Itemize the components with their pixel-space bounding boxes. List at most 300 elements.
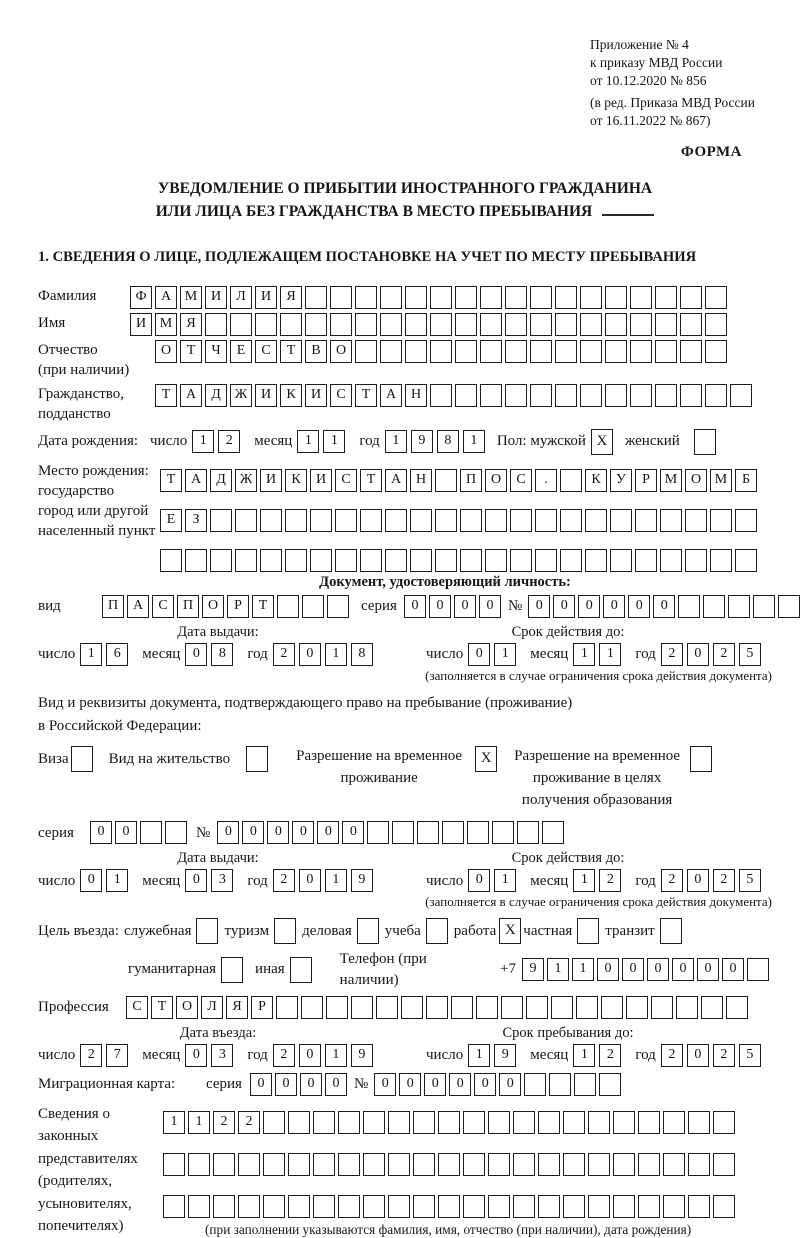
form-cell[interactable]: [263, 1153, 285, 1176]
form-cell[interactable]: Б: [735, 469, 757, 492]
form-cell[interactable]: [335, 549, 357, 572]
form-cell[interactable]: 0: [185, 643, 207, 666]
form-cell[interactable]: 0: [628, 595, 650, 618]
form-cell[interactable]: 8: [351, 643, 373, 666]
form-cell[interactable]: [417, 821, 439, 844]
form-cell[interactable]: [638, 1153, 660, 1176]
form-cell[interactable]: Я: [226, 996, 248, 1019]
form-cell[interactable]: [380, 340, 402, 363]
form-cell[interactable]: [663, 1195, 685, 1218]
form-cell[interactable]: [585, 549, 607, 572]
form-cell[interactable]: [330, 313, 352, 336]
form-cell[interactable]: [188, 1153, 210, 1176]
form-cell[interactable]: [685, 509, 707, 532]
form-cell[interactable]: 1: [192, 430, 214, 453]
form-cell[interactable]: [363, 1111, 385, 1134]
form-cell[interactable]: [488, 1195, 510, 1218]
form-cell[interactable]: [680, 340, 702, 363]
form-cell[interactable]: [535, 549, 557, 572]
form-cell[interactable]: [302, 595, 324, 618]
purpose-official-checkbox[interactable]: [196, 918, 218, 944]
form-cell[interactable]: Н: [410, 469, 432, 492]
form-cell[interactable]: О: [155, 340, 177, 363]
form-cell[interactable]: [388, 1195, 410, 1218]
form-cell[interactable]: 0: [250, 1073, 272, 1096]
form-cell[interactable]: [505, 384, 527, 407]
form-cell[interactable]: [680, 313, 702, 336]
form-cell[interactable]: [680, 286, 702, 309]
form-cell[interactable]: [680, 384, 702, 407]
form-cell[interactable]: [538, 1195, 560, 1218]
form-cell[interactable]: 0: [454, 595, 476, 618]
form-cell[interactable]: [655, 340, 677, 363]
form-cell[interactable]: [442, 821, 464, 844]
form-cell[interactable]: [455, 384, 477, 407]
form-cell[interactable]: [305, 286, 327, 309]
form-cell[interactable]: [338, 1195, 360, 1218]
form-cell[interactable]: С: [255, 340, 277, 363]
form-cell[interactable]: [380, 313, 402, 336]
form-cell[interactable]: [355, 313, 377, 336]
form-cell[interactable]: 2: [273, 643, 295, 666]
form-cell[interactable]: 0: [449, 1073, 471, 1096]
form-cell[interactable]: [574, 1073, 596, 1096]
form-cell[interactable]: [601, 996, 623, 1019]
form-cell[interactable]: 1: [494, 643, 516, 666]
form-cell[interactable]: 1: [188, 1111, 210, 1134]
form-cell[interactable]: 0: [404, 595, 426, 618]
form-cell[interactable]: [163, 1153, 185, 1176]
form-cell[interactable]: Е: [160, 509, 182, 532]
form-cell[interactable]: [285, 509, 307, 532]
form-cell[interactable]: 1: [323, 430, 345, 453]
purpose-private-checkbox[interactable]: [577, 918, 599, 944]
form-cell[interactable]: 0: [499, 1073, 521, 1096]
form-cell[interactable]: [705, 384, 727, 407]
form-cell[interactable]: [660, 509, 682, 532]
form-cell[interactable]: 0: [80, 869, 102, 892]
form-cell[interactable]: [385, 509, 407, 532]
form-cell[interactable]: [703, 595, 725, 618]
form-cell[interactable]: [463, 1111, 485, 1134]
form-cell[interactable]: [413, 1153, 435, 1176]
form-cell[interactable]: [555, 340, 577, 363]
form-cell[interactable]: М: [660, 469, 682, 492]
form-cell[interactable]: Т: [160, 469, 182, 492]
form-cell[interactable]: [405, 313, 427, 336]
form-cell[interactable]: 0: [553, 595, 575, 618]
form-cell[interactable]: И: [310, 469, 332, 492]
form-cell[interactable]: О: [202, 595, 224, 618]
form-cell[interactable]: 5: [739, 643, 761, 666]
form-cell[interactable]: [663, 1111, 685, 1134]
form-cell[interactable]: [413, 1195, 435, 1218]
form-cell[interactable]: 2: [238, 1111, 260, 1134]
form-cell[interactable]: 0: [474, 1073, 496, 1096]
form-cell[interactable]: Ч: [205, 340, 227, 363]
form-cell[interactable]: 0: [342, 821, 364, 844]
form-cell[interactable]: [338, 1111, 360, 1134]
purpose-work-checkbox[interactable]: X: [499, 918, 521, 944]
form-cell[interactable]: [560, 549, 582, 572]
form-cell[interactable]: [488, 1153, 510, 1176]
form-cell[interactable]: [713, 1111, 735, 1134]
form-cell[interactable]: [235, 549, 257, 572]
form-cell[interactable]: 2: [213, 1111, 235, 1134]
form-cell[interactable]: [560, 509, 582, 532]
form-cell[interactable]: К: [280, 384, 302, 407]
form-cell[interactable]: [505, 313, 527, 336]
form-cell[interactable]: 0: [687, 643, 709, 666]
form-cell[interactable]: 2: [80, 1044, 102, 1067]
form-cell[interactable]: [313, 1153, 335, 1176]
form-cell[interactable]: [467, 821, 489, 844]
form-cell[interactable]: 0: [185, 869, 207, 892]
form-cell[interactable]: [235, 509, 257, 532]
form-cell[interactable]: 1: [106, 869, 128, 892]
form-cell[interactable]: [355, 340, 377, 363]
form-cell[interactable]: [613, 1153, 635, 1176]
form-cell[interactable]: 0: [185, 1044, 207, 1067]
form-cell[interactable]: 0: [90, 821, 112, 844]
form-cell[interactable]: [492, 821, 514, 844]
form-cell[interactable]: [555, 384, 577, 407]
form-cell[interactable]: Т: [360, 469, 382, 492]
form-cell[interactable]: [455, 313, 477, 336]
form-cell[interactable]: 0: [299, 1044, 321, 1067]
form-cell[interactable]: [435, 509, 457, 532]
form-cell[interactable]: [438, 1153, 460, 1176]
form-cell[interactable]: 3: [211, 869, 233, 892]
form-cell[interactable]: Т: [355, 384, 377, 407]
form-cell[interactable]: [588, 1111, 610, 1134]
form-cell[interactable]: [613, 1195, 635, 1218]
form-cell[interactable]: [410, 509, 432, 532]
form-cell[interactable]: [405, 340, 427, 363]
form-cell[interactable]: 2: [218, 430, 240, 453]
form-cell[interactable]: [605, 286, 627, 309]
form-cell[interactable]: И: [130, 313, 152, 336]
form-cell[interactable]: И: [255, 286, 277, 309]
form-cell[interactable]: И: [260, 469, 282, 492]
form-cell[interactable]: О: [330, 340, 352, 363]
form-cell[interactable]: [513, 1153, 535, 1176]
residence-permit-checkbox[interactable]: [246, 746, 268, 772]
visa-checkbox[interactable]: [71, 746, 93, 772]
form-cell[interactable]: 0: [429, 595, 451, 618]
form-cell[interactable]: [480, 313, 502, 336]
form-cell[interactable]: [485, 509, 507, 532]
form-cell[interactable]: А: [127, 595, 149, 618]
form-cell[interactable]: [610, 509, 632, 532]
form-cell[interactable]: 0: [687, 1044, 709, 1067]
form-cell[interactable]: [460, 549, 482, 572]
form-cell[interactable]: 0: [300, 1073, 322, 1096]
form-cell[interactable]: [405, 286, 427, 309]
form-cell[interactable]: [610, 549, 632, 572]
form-cell[interactable]: 9: [522, 958, 544, 981]
form-cell[interactable]: А: [385, 469, 407, 492]
form-cell[interactable]: 2: [661, 643, 683, 666]
form-cell[interactable]: 0: [292, 821, 314, 844]
form-cell[interactable]: 1: [385, 430, 407, 453]
form-cell[interactable]: [613, 1111, 635, 1134]
form-cell[interactable]: [313, 1111, 335, 1134]
form-cell[interactable]: 1: [547, 958, 569, 981]
form-cell[interactable]: [327, 595, 349, 618]
form-cell[interactable]: Р: [251, 996, 273, 1019]
form-cell[interactable]: [288, 1111, 310, 1134]
form-cell[interactable]: [530, 384, 552, 407]
form-cell[interactable]: 6: [106, 643, 128, 666]
form-cell[interactable]: 8: [437, 430, 459, 453]
form-cell[interactable]: П: [460, 469, 482, 492]
form-cell[interactable]: [280, 313, 302, 336]
form-cell[interactable]: 1: [573, 643, 595, 666]
temp-residence-checkbox[interactable]: X: [475, 746, 497, 772]
form-cell[interactable]: [580, 384, 602, 407]
form-cell[interactable]: И: [305, 384, 327, 407]
form-cell[interactable]: [530, 313, 552, 336]
form-cell[interactable]: .: [535, 469, 557, 492]
form-cell[interactable]: [685, 549, 707, 572]
form-cell[interactable]: 0: [653, 595, 675, 618]
form-cell[interactable]: [635, 509, 657, 532]
form-cell[interactable]: [560, 469, 582, 492]
form-cell[interactable]: 2: [273, 869, 295, 892]
form-cell[interactable]: [438, 1111, 460, 1134]
form-cell[interactable]: 1: [325, 869, 347, 892]
form-cell[interactable]: [555, 313, 577, 336]
form-cell[interactable]: Н: [405, 384, 427, 407]
form-cell[interactable]: [426, 996, 448, 1019]
purpose-tourism-checkbox[interactable]: [274, 918, 296, 944]
form-cell[interactable]: [463, 1195, 485, 1218]
temp-residence-education-checkbox[interactable]: [690, 746, 712, 772]
form-cell[interactable]: 0: [217, 821, 239, 844]
form-cell[interactable]: [701, 996, 723, 1019]
form-cell[interactable]: [213, 1195, 235, 1218]
form-cell[interactable]: [585, 509, 607, 532]
form-cell[interactable]: [705, 313, 727, 336]
form-cell[interactable]: [688, 1153, 710, 1176]
form-cell[interactable]: [663, 1153, 685, 1176]
form-cell[interactable]: 2: [713, 869, 735, 892]
form-cell[interactable]: [588, 1153, 610, 1176]
form-cell[interactable]: 0: [275, 1073, 297, 1096]
form-cell[interactable]: 0: [267, 821, 289, 844]
form-cell[interactable]: [538, 1111, 560, 1134]
form-cell[interactable]: [401, 996, 423, 1019]
form-cell[interactable]: [513, 1111, 535, 1134]
form-cell[interactable]: [188, 1195, 210, 1218]
form-cell[interactable]: [360, 509, 382, 532]
form-cell[interactable]: [505, 286, 527, 309]
form-cell[interactable]: [463, 1153, 485, 1176]
form-cell[interactable]: [476, 996, 498, 1019]
form-cell[interactable]: Т: [280, 340, 302, 363]
form-cell[interactable]: [185, 549, 207, 572]
form-cell[interactable]: К: [585, 469, 607, 492]
form-cell[interactable]: [305, 313, 327, 336]
form-cell[interactable]: [551, 996, 573, 1019]
form-cell[interactable]: 0: [468, 869, 490, 892]
form-cell[interactable]: [713, 1195, 735, 1218]
form-cell[interactable]: 2: [599, 869, 621, 892]
form-cell[interactable]: 1: [80, 643, 102, 666]
form-cell[interactable]: [710, 549, 732, 572]
form-cell[interactable]: [630, 384, 652, 407]
purpose-transit-checkbox[interactable]: [660, 918, 682, 944]
form-cell[interactable]: [435, 549, 457, 572]
form-cell[interactable]: 0: [424, 1073, 446, 1096]
form-cell[interactable]: [676, 996, 698, 1019]
form-cell[interactable]: 1: [599, 643, 621, 666]
sex-female-checkbox[interactable]: [694, 429, 716, 455]
form-cell[interactable]: 0: [647, 958, 669, 981]
form-cell[interactable]: [430, 384, 452, 407]
form-cell[interactable]: [335, 509, 357, 532]
form-cell[interactable]: [388, 1153, 410, 1176]
form-cell[interactable]: Д: [210, 469, 232, 492]
form-cell[interactable]: О: [485, 469, 507, 492]
form-cell[interactable]: [480, 384, 502, 407]
form-cell[interactable]: 0: [687, 869, 709, 892]
form-cell[interactable]: 5: [739, 869, 761, 892]
form-cell[interactable]: 9: [351, 869, 373, 892]
form-cell[interactable]: [530, 286, 552, 309]
form-cell[interactable]: [630, 286, 652, 309]
form-cell[interactable]: Е: [230, 340, 252, 363]
form-cell[interactable]: 2: [599, 1044, 621, 1067]
form-cell[interactable]: [455, 340, 477, 363]
form-cell[interactable]: А: [155, 286, 177, 309]
form-cell[interactable]: [563, 1195, 585, 1218]
form-cell[interactable]: [726, 996, 748, 1019]
form-cell[interactable]: [555, 286, 577, 309]
form-cell[interactable]: 1: [297, 430, 319, 453]
form-cell[interactable]: [438, 1195, 460, 1218]
form-cell[interactable]: [338, 1153, 360, 1176]
form-cell[interactable]: 1: [468, 1044, 490, 1067]
form-cell[interactable]: [385, 549, 407, 572]
form-cell[interactable]: [638, 1195, 660, 1218]
form-cell[interactable]: [505, 340, 527, 363]
form-cell[interactable]: 0: [622, 958, 644, 981]
form-cell[interactable]: 1: [463, 430, 485, 453]
form-cell[interactable]: 0: [578, 595, 600, 618]
form-cell[interactable]: [580, 286, 602, 309]
form-cell[interactable]: [480, 286, 502, 309]
form-cell[interactable]: Ф: [130, 286, 152, 309]
form-cell[interactable]: Ж: [230, 384, 252, 407]
purpose-business-checkbox[interactable]: [357, 918, 379, 944]
form-cell[interactable]: Ж: [235, 469, 257, 492]
form-cell[interactable]: [363, 1195, 385, 1218]
form-cell[interactable]: [360, 549, 382, 572]
form-cell[interactable]: [410, 549, 432, 572]
form-cell[interactable]: [210, 549, 232, 572]
form-cell[interactable]: [165, 821, 187, 844]
form-cell[interactable]: [580, 313, 602, 336]
form-cell[interactable]: [255, 313, 277, 336]
form-cell[interactable]: Д: [205, 384, 227, 407]
form-cell[interactable]: 0: [697, 958, 719, 981]
form-cell[interactable]: [635, 549, 657, 572]
form-cell[interactable]: 2: [661, 1044, 683, 1067]
form-cell[interactable]: 0: [299, 643, 321, 666]
form-cell[interactable]: [276, 996, 298, 1019]
form-cell[interactable]: А: [185, 469, 207, 492]
form-cell[interactable]: [210, 509, 232, 532]
form-cell[interactable]: [728, 595, 750, 618]
form-cell[interactable]: 5: [739, 1044, 761, 1067]
form-cell[interactable]: [563, 1111, 585, 1134]
form-cell[interactable]: [388, 1111, 410, 1134]
form-cell[interactable]: 0: [317, 821, 339, 844]
form-cell[interactable]: Л: [230, 286, 252, 309]
form-cell[interactable]: 0: [115, 821, 137, 844]
form-cell[interactable]: И: [255, 384, 277, 407]
form-cell[interactable]: [480, 340, 502, 363]
form-cell[interactable]: [367, 821, 389, 844]
form-cell[interactable]: К: [285, 469, 307, 492]
form-cell[interactable]: [549, 1073, 571, 1096]
form-cell[interactable]: С: [330, 384, 352, 407]
form-cell[interactable]: Р: [635, 469, 657, 492]
form-cell[interactable]: [351, 996, 373, 1019]
form-cell[interactable]: 0: [722, 958, 744, 981]
form-cell[interactable]: [363, 1153, 385, 1176]
form-cell[interactable]: [430, 286, 452, 309]
form-cell[interactable]: [588, 1195, 610, 1218]
form-cell[interactable]: [530, 340, 552, 363]
form-cell[interactable]: 7: [106, 1044, 128, 1067]
form-cell[interactable]: [678, 595, 700, 618]
form-cell[interactable]: [538, 1153, 560, 1176]
form-cell[interactable]: [285, 549, 307, 572]
form-cell[interactable]: Я: [180, 313, 202, 336]
form-cell[interactable]: [655, 313, 677, 336]
form-cell[interactable]: С: [126, 996, 148, 1019]
form-cell[interactable]: П: [102, 595, 124, 618]
form-cell[interactable]: А: [180, 384, 202, 407]
form-cell[interactable]: [163, 1195, 185, 1218]
form-cell[interactable]: [660, 549, 682, 572]
form-cell[interactable]: [688, 1195, 710, 1218]
form-cell[interactable]: [580, 340, 602, 363]
form-cell[interactable]: [451, 996, 473, 1019]
form-cell[interactable]: [485, 549, 507, 572]
form-cell[interactable]: [380, 286, 402, 309]
form-cell[interactable]: О: [685, 469, 707, 492]
form-cell[interactable]: Т: [151, 996, 173, 1019]
form-cell[interactable]: 0: [672, 958, 694, 981]
form-cell[interactable]: [260, 509, 282, 532]
form-cell[interactable]: 1: [573, 1044, 595, 1067]
form-cell[interactable]: С: [335, 469, 357, 492]
form-cell[interactable]: М: [710, 469, 732, 492]
form-cell[interactable]: [488, 1111, 510, 1134]
form-cell[interactable]: [392, 821, 414, 844]
form-cell[interactable]: 0: [603, 595, 625, 618]
form-cell[interactable]: [713, 1153, 735, 1176]
form-cell[interactable]: 0: [399, 1073, 421, 1096]
form-cell[interactable]: Я: [280, 286, 302, 309]
form-cell[interactable]: 0: [528, 595, 550, 618]
form-cell[interactable]: [605, 340, 627, 363]
form-cell[interactable]: [301, 996, 323, 1019]
